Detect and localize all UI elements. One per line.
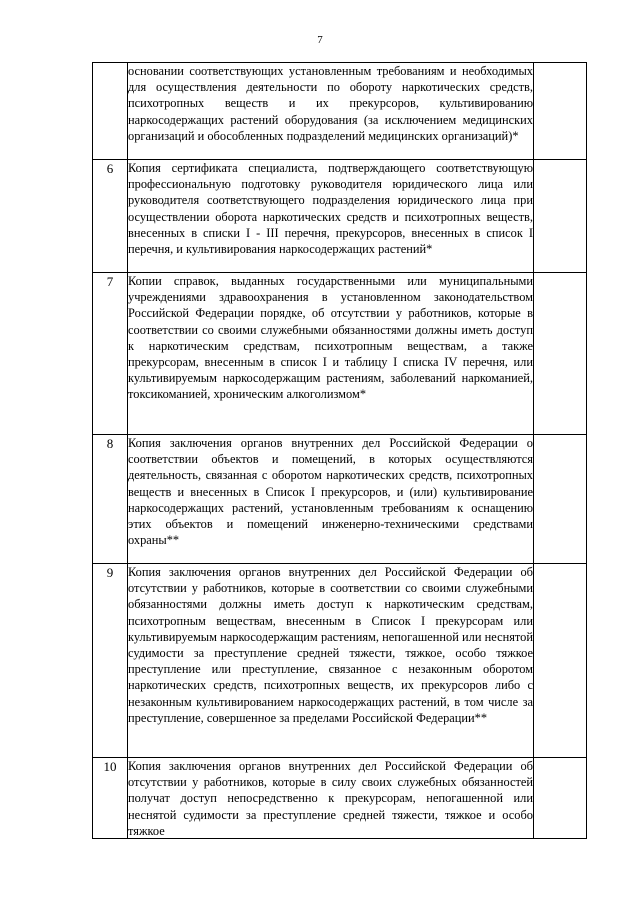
row-mark-cell	[534, 564, 587, 758]
row-number: 9	[93, 564, 128, 758]
row-number: 7	[93, 273, 128, 435]
table-row	[93, 564, 587, 758]
row-text-cell	[128, 758, 534, 839]
document-table	[92, 62, 587, 839]
row-number: 10	[93, 758, 128, 839]
row-number	[93, 63, 128, 160]
row-text: Копия заключения органов внутренних дел Российской Федерации об отсутствии у работников, которые в силу своих служебных обязанностей получат доступ непосредственно к прекурсорам, непогашенной или неснятой судимости за преступление средней тяжести, тяжкое и особо тяжкое	[128, 759, 533, 838]
row-mark-cell	[534, 160, 587, 273]
table-row	[93, 273, 587, 435]
row-text: Копии справок, выданных государственными или муниципальными учреждениями здравоохранения в установленном законодательством Российской Федерации порядке, об отсутствии у работников, которые в соответствии со своими служебными обязанностями должны иметь доступ к наркотическим средствам, психотропным веществам, а также прекурсорам, внесенным в список I и таблицу I списка IV перечня, или культивируемым наркосодержащим растениям, заболеваний наркоманией, токсикоманией, хроническим алкоголизмом*	[128, 273, 534, 435]
row-text: Копия заключения органов внутренних дел Российской Федерации о соответствии объектов и помещений, в которых осуществляются деятельность, связанная с оборотом наркотических средств, психотропных веществ и внесенных в Список I прекурсоров, и (или) культивирование наркосодержащих растений, установленным требованиям к оснащению этих объектов и помещений инженерно-техническими средствами охраны**	[128, 435, 534, 564]
table-row	[93, 160, 587, 273]
row-mark-cell	[534, 758, 587, 839]
row-mark-cell	[534, 435, 587, 564]
row-mark-cell	[534, 63, 587, 160]
table-row	[93, 758, 587, 839]
row-text: Копия сертификата специалиста, подтверждающего соответствующую профессиональную подготовку руководителя юридического лица или руководителя соответствующего подразделения юридического лица при осуществлении оборота наркотических средств и психотропных веществ, внесенных в списки I - III перечня, прекурсоров, внесенных в список I перечня, и культивирования наркосодержащих растений*	[128, 160, 534, 273]
page-number: 7	[317, 34, 323, 46]
table-row	[93, 435, 587, 564]
row-number: 8	[93, 435, 128, 564]
row-mark-cell	[534, 273, 587, 435]
row-text: основании соответствующих установленным требованиям и необходимых для осуществления деятельности по обороту наркотических средств, психотропных веществ и их прекурсоров, культивированию наркосодержащих растений оборудования (за исключением медицинских организаций и обособленных подразделений медицинских организаций)*	[128, 63, 534, 160]
table-row	[93, 63, 587, 160]
row-text: Копия заключения органов внутренних дел Российской Федерации об отсутствии у работников, которые в соответствии со своими служебными обязанностями должны иметь доступ к наркотическим средствам, психотропным веществам, внесенным в Список I прекурсорам или культивируемым наркосодержащим растениям, непогашенной или неснятой судимости за преступление средней тяжести, тяжкое, особо тяжкое преступление или преступление, связанное с незаконным оборотом наркотических средств, психотропных веществ, их прекурсоров либо с незаконным культивированием наркосодержащих растений, в том числе за преступление, совершенное за пределами Российской Федерации**	[128, 564, 534, 758]
row-number: 6	[93, 160, 128, 273]
